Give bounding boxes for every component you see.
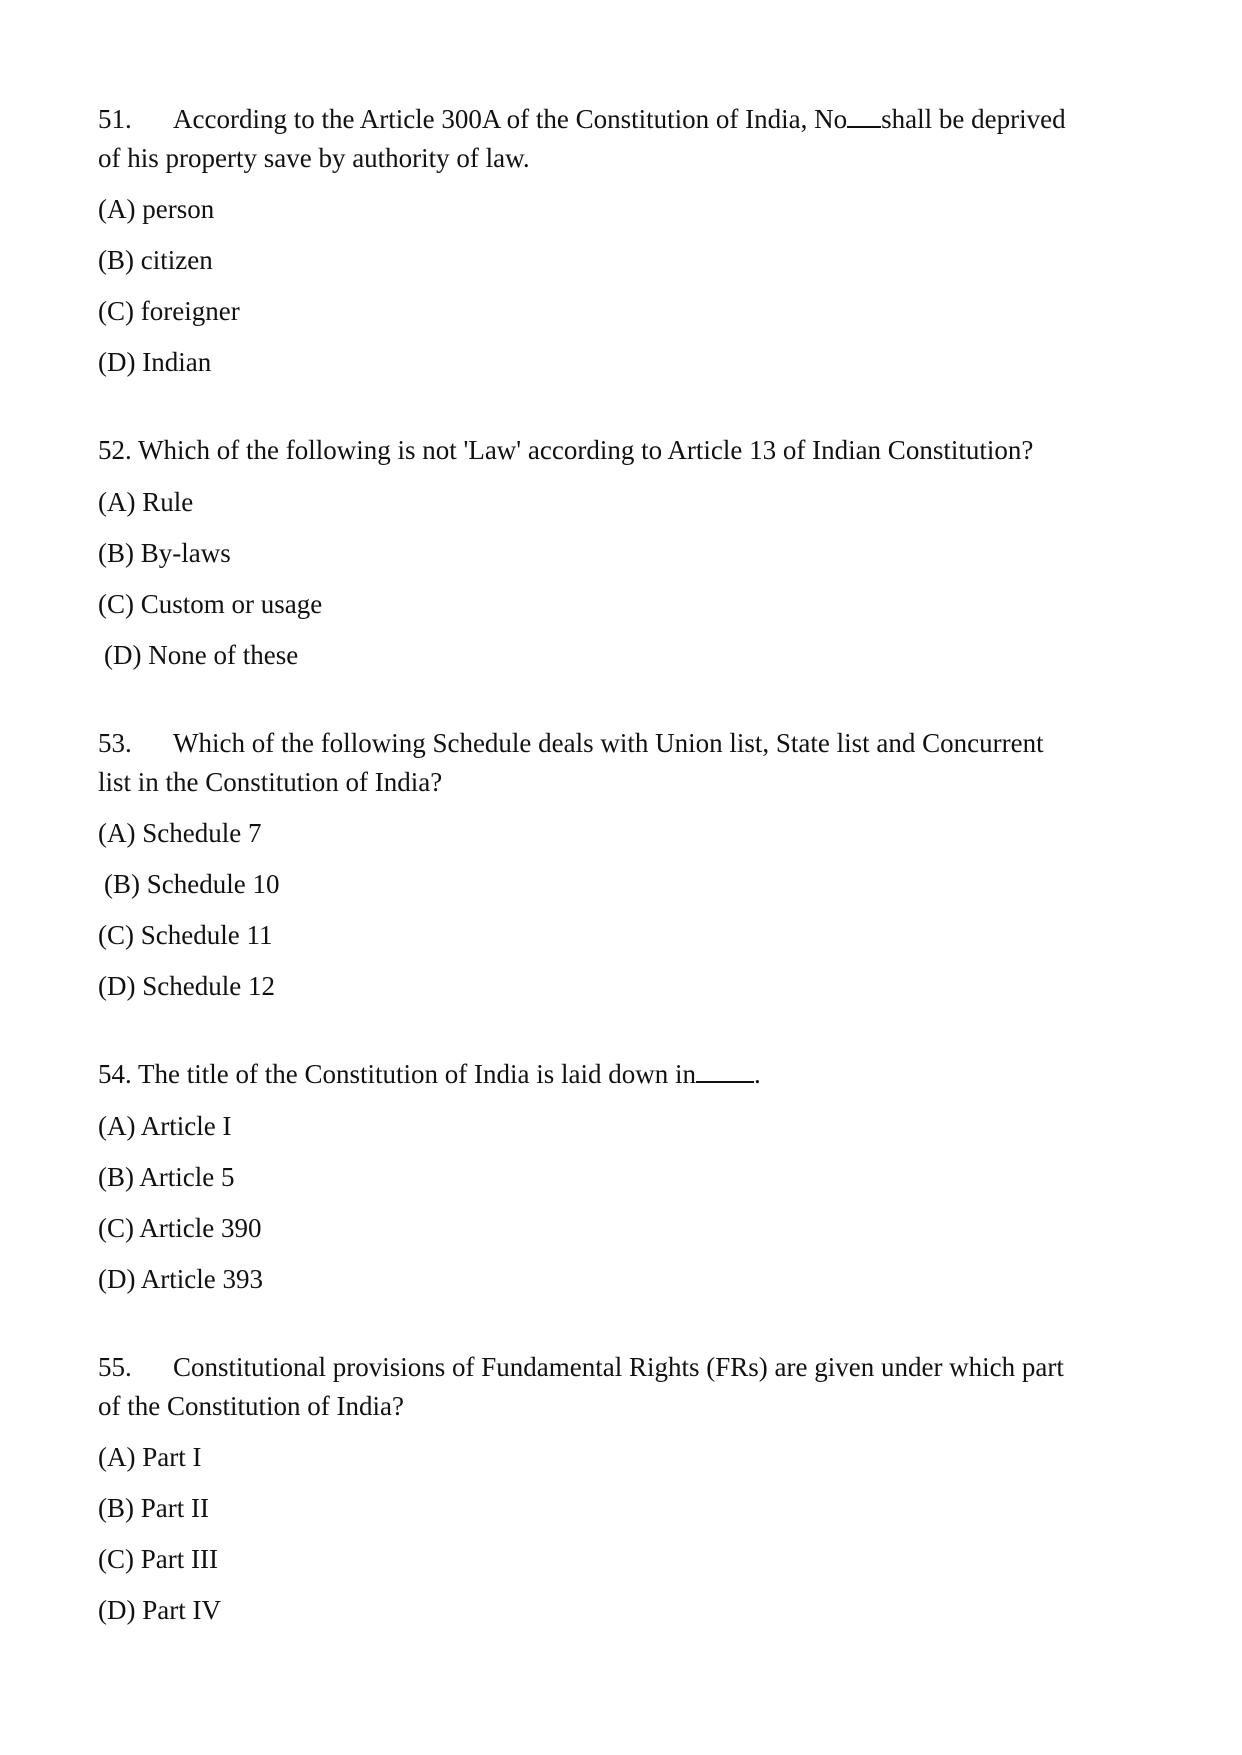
question-54-text: The title of the Constitution of India is laid down in [138, 1059, 696, 1089]
question-54-stem [98, 1055, 1158, 1094]
question-52-option-c: (C) Custom or usage [98, 589, 323, 619]
question-53-option-a: (A) Schedule 7 [98, 818, 262, 848]
question-51-blank [847, 126, 881, 128]
question-51 [98, 100, 1158, 178]
question-55-option-c: (C) Part III [98, 1544, 218, 1574]
question-53-stem [98, 724, 1158, 763]
question-55-option-d: (D) Part IV [98, 1595, 221, 1625]
question-51-stem [98, 100, 1158, 139]
question-53-option-d: (D) Schedule 12 [98, 971, 275, 1001]
question-52-option-b: (B) By-laws [98, 538, 231, 568]
question-55 [98, 1348, 1158, 1426]
question-51-option-b: (B) citizen [98, 245, 213, 275]
question-55-number: 55. [98, 1352, 132, 1382]
question-54 [98, 1055, 1158, 1094]
question-55-option-a: (A) Part I [98, 1442, 202, 1472]
question-54-option-a: (A) Article I [98, 1111, 232, 1141]
question-54-option-d: (D) Article 393 [98, 1264, 263, 1294]
question-52-option-a: (A) Rule [98, 487, 194, 517]
question-52 [98, 431, 1158, 470]
question-55-text-line1: Constitutional provisions of Fundamental Rights (FRs) are given under which part [173, 1352, 1064, 1382]
question-53-number: 53. [98, 728, 132, 758]
question-55-option-b: (B) Part II [98, 1493, 209, 1523]
question-52-stem [98, 431, 1158, 470]
question-51-text-part1: According to the Article 300A of the Constitution of India, No [173, 104, 848, 134]
question-51-option-c: (C) foreigner [98, 296, 240, 326]
question-54-option-b: (B) Article 5 [98, 1162, 235, 1192]
question-53-option-b: (B) Schedule 10 [104, 869, 280, 899]
question-54-blank [696, 1081, 754, 1083]
question-54-number: 54. [98, 1059, 132, 1089]
question-51-option-d: (D) Indian [98, 347, 212, 377]
question-51-number: 51. [98, 104, 132, 134]
question-51-stem-line2: of his property save by authority of law. [98, 143, 530, 173]
question-53-text-line1: Which of the following Schedule deals with Union list, State list and Concurrent [173, 728, 1044, 758]
question-53 [98, 724, 1158, 802]
question-54-option-c: (C) Article 390 [98, 1213, 262, 1243]
question-51-option-a: (A) person [98, 194, 215, 224]
question-52-text: Which of the following is not 'Law' according to Article 13 of Indian Constitution? [138, 435, 1034, 465]
question-53-stem-line2: list in the Constitution of India? [98, 767, 443, 797]
question-52-number: 52. [98, 435, 132, 465]
question-55-stem-line2: of the Constitution of India? [98, 1391, 404, 1421]
question-54-text-end: . [753, 1059, 761, 1089]
question-51-text-part2: shall be deprived [881, 104, 1066, 134]
question-52-option-d: (D) None of these [104, 640, 299, 670]
question-53-option-c: (C) Schedule 11 [98, 920, 273, 950]
question-55-stem [98, 1348, 1158, 1387]
